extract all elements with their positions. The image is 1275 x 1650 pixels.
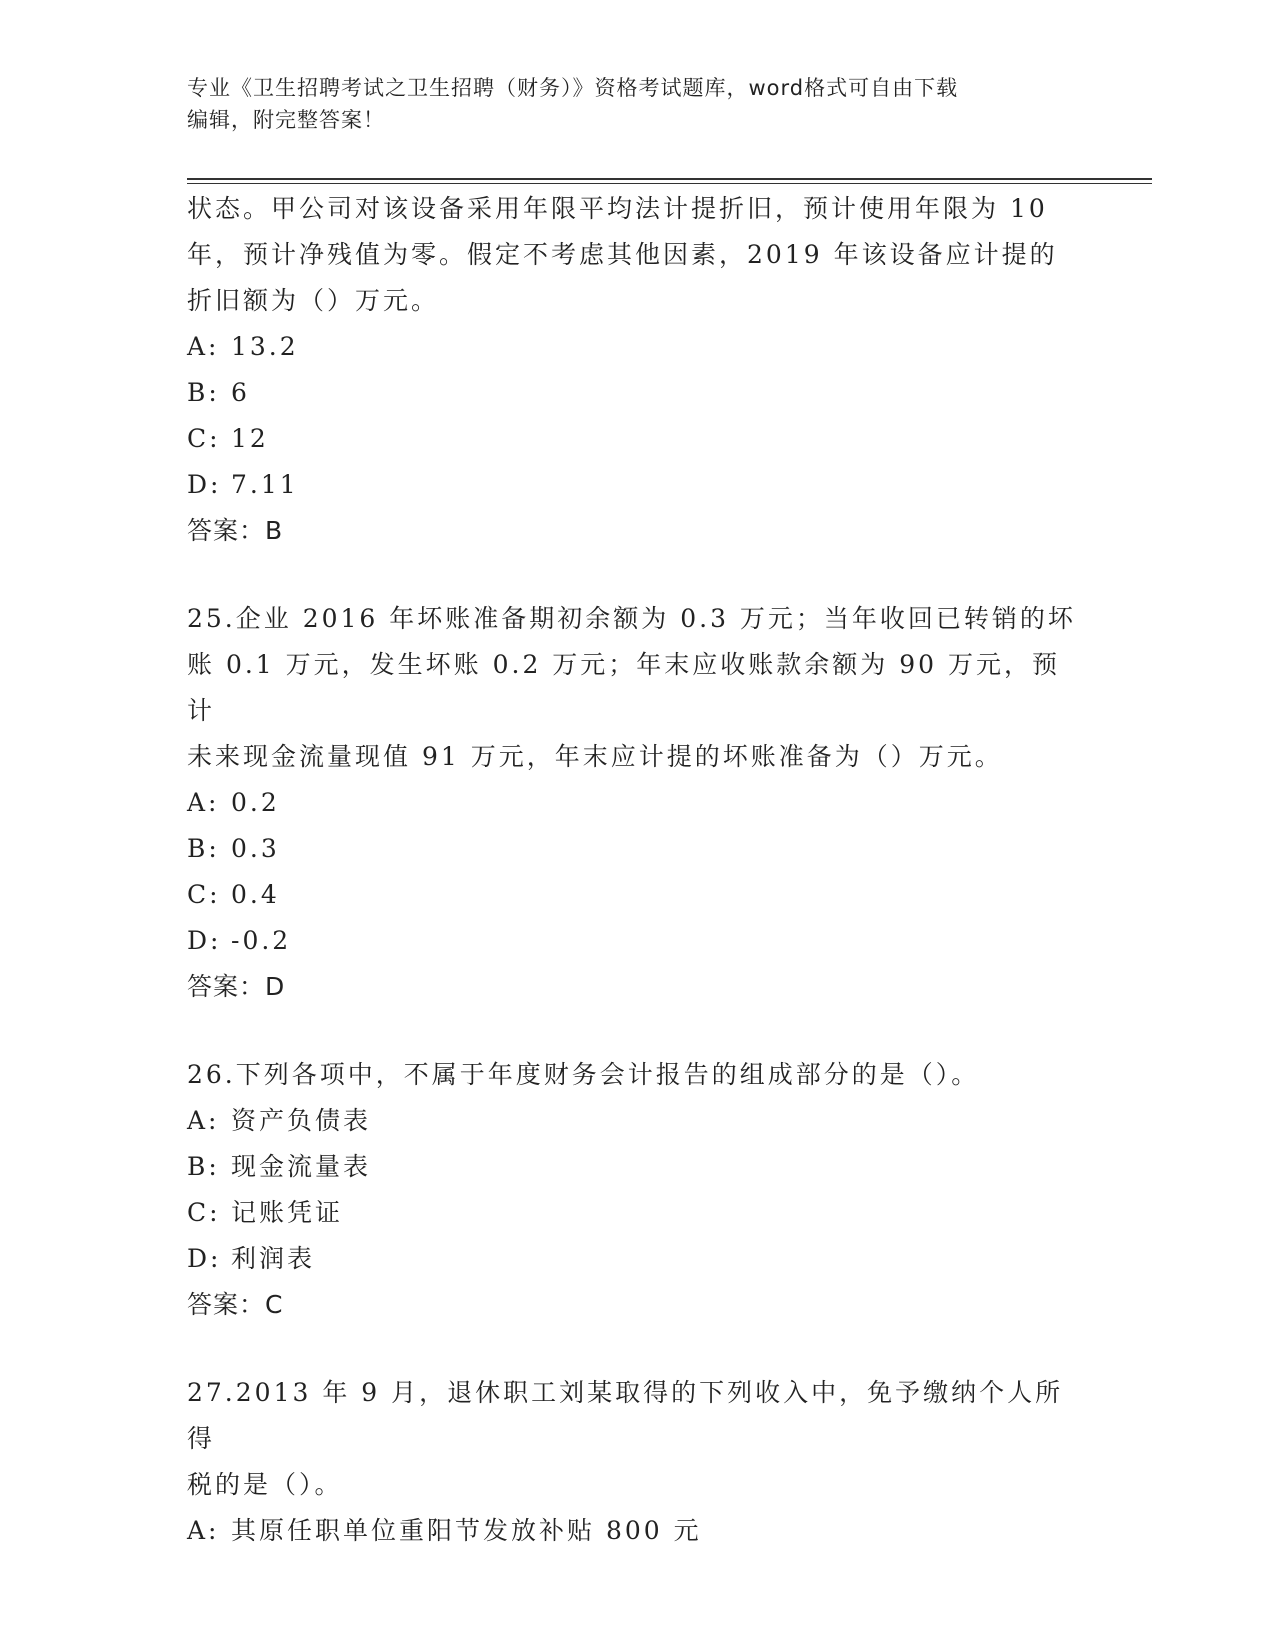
question-text-line: 27.2013 年 9 月，退休职工刘某取得的下列收入中，免予缴纳个人所得 <box>187 1378 1064 1453</box>
option-c: C: 记账凭证 <box>187 1198 344 1227</box>
question-text-line: 账 0.1 万元，发生坏账 0.2 万元；年末应收账款余额为 90 万元，预计 <box>187 650 1061 725</box>
question-list <box>187 186 1087 1554</box>
answer-line: 答案：C <box>187 1290 284 1319</box>
question-text-line: 折旧额为（）万元。 <box>187 286 440 315</box>
question-text-line: 税的是（）。 <box>187 1470 343 1499</box>
option-a: A: 其原任职单位重阳节发放补贴 800 元 <box>187 1516 702 1545</box>
question-26 <box>187 1052 1087 1328</box>
question-text-line: 年，预计净残值为零。假定不考虑其他因素，2019 年该设备应计提的 <box>187 240 1058 269</box>
option-b: B: 6 <box>187 378 250 407</box>
question-text-line: 25.企业 2016 年坏账准备期初余额为 0.3 万元；当年收回已转销的坏 <box>187 604 1076 633</box>
option-b: B: 0.3 <box>187 834 280 863</box>
question-27 <box>187 1370 1087 1554</box>
option-b: B: 现金流量表 <box>187 1152 372 1181</box>
question-text-line: 26.下列各项中，不属于年度财务会计报告的组成部分的是（）。 <box>187 1060 980 1089</box>
question-text-line: 状态。甲公司对该设备采用年限平均法计提折旧，预计使用年限为 10 <box>187 194 1048 223</box>
header-title-line-1: 专业《卫生招聘考试之卫生招聘（财务）》资格考试题库，word格式可自由下载 <box>187 76 959 100</box>
option-c: C: 0.4 <box>187 880 280 909</box>
header-divider <box>187 178 1152 180</box>
option-a: A: 0.2 <box>187 788 280 817</box>
option-d: D: -0.2 <box>187 926 292 955</box>
option-c: C: 12 <box>187 424 269 453</box>
question-24 <box>187 186 1087 554</box>
answer-line: 答案：D <box>187 972 286 1001</box>
option-a: A: 资产负债表 <box>187 1106 372 1135</box>
question-text-line: 未来现金流量现值 91 万元，年末应计提的坏账准备为（）万元。 <box>187 742 1003 771</box>
question-25 <box>187 596 1087 1010</box>
option-d: D: 利润表 <box>187 1244 316 1273</box>
header-title-line-2: 编辑，附完整答案！ <box>187 108 385 132</box>
option-a: A: 13.2 <box>187 332 299 361</box>
answer-line: 答案：B <box>187 516 284 545</box>
document-header <box>187 72 1087 136</box>
option-d: D: 7.11 <box>187 470 299 499</box>
